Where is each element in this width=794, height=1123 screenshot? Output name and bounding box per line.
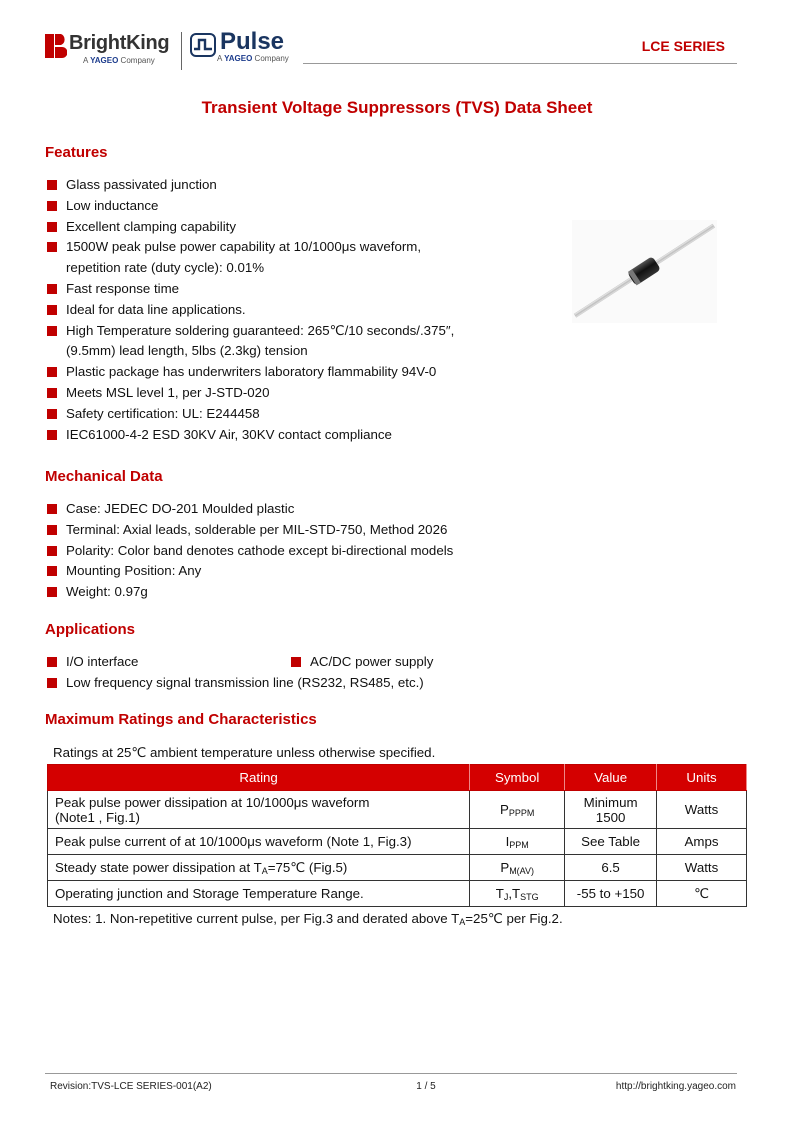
value-cell: See Table xyxy=(565,829,657,855)
list-item-text: Glass passivated junction xyxy=(66,177,217,192)
brand-subtitle: A YAGEO Company xyxy=(83,56,155,65)
ratings-note: Ratings at 25℃ ambient temperature unless otherwise specified. xyxy=(53,745,436,760)
symbol-cell: $I_{PPM}$ xyxy=(470,829,565,855)
list-item-text: Fast response time xyxy=(66,280,180,296)
bullet-square-icon xyxy=(47,242,57,252)
rating-cell: Peak pulse power dissipation at 10/1000μs waveform (Note1 , Fig.1) xyxy=(48,791,470,829)
applications-row-1 xyxy=(47,652,647,673)
symbol-cell: $P_{M(AV)}$ xyxy=(470,855,565,881)
logo-separator xyxy=(181,32,182,70)
symbol-cell: $T_J,T_{STG}$ xyxy=(470,881,565,907)
value-cell: -55 to +150 xyxy=(565,881,657,907)
series-label: LCE SERIES xyxy=(641,38,725,54)
list-item-text: Polarity: Color band denotes cathode except bi-directional models xyxy=(66,542,454,558)
bullet-square-icon xyxy=(47,409,57,419)
list-item xyxy=(47,175,454,196)
list-item xyxy=(47,196,454,217)
table-row xyxy=(48,881,747,907)
list-item-text: Weight: 0.97g xyxy=(66,584,148,600)
document-title: Transient Voltage Suppressors (TVS) Data Sheet xyxy=(201,98,593,117)
list-item xyxy=(47,541,453,562)
list-item xyxy=(47,300,454,321)
bullet-square-icon xyxy=(47,305,57,315)
list-item-text: Meets MSL level 1, per J-STD-020 xyxy=(66,384,270,400)
value-cell: 6.5 xyxy=(565,855,657,881)
list-item xyxy=(47,383,454,404)
rating-cell: Steady state power dissipation at $T_A=75℃$ (Fig.5) xyxy=(48,855,470,881)
footer-url: http://brightking.yageo.com xyxy=(615,1081,736,1092)
list-item xyxy=(47,520,453,541)
list-item-text: High Temperature soldering guaranteed: 265℃/10 seconds/.375″, xyxy=(66,322,455,338)
table-row xyxy=(48,791,747,829)
application-item: AC/DC power supply xyxy=(291,652,433,673)
unit-cell: ℃ xyxy=(657,881,747,907)
column-header-symbol: Symbol xyxy=(470,765,565,791)
list-item-text: Terminal: Axial leads, solderable per MIL-STD-750, Method 2026 xyxy=(66,521,448,537)
list-item xyxy=(47,425,454,446)
unit-cell: Watts xyxy=(657,855,747,881)
unit-cell: Amps xyxy=(657,829,747,855)
header-rule xyxy=(303,63,737,64)
ratings-notes: Notes: 1. Non-repetitive current pulse, per Fig.3 and derated above $T_A=25℃$ per Fig.2. xyxy=(53,911,563,927)
pulse-logo xyxy=(190,30,310,66)
list-item xyxy=(47,404,454,425)
footer-rule xyxy=(45,1073,737,1074)
list-item-text: Excellent clamping capability xyxy=(66,218,236,234)
unit-cell: Watts xyxy=(657,791,747,829)
list-item-continuation: repetition rate (duty cycle): 0.01% xyxy=(66,260,265,276)
list-item xyxy=(47,279,454,300)
bullet-square-icon xyxy=(47,326,57,336)
bullet-square-icon xyxy=(47,222,57,232)
footer-page-number: 1 / 5 xyxy=(416,1081,436,1092)
list-item-text: Low inductance xyxy=(66,197,159,213)
diode-product-image xyxy=(572,220,717,323)
applications-heading: Applications xyxy=(45,621,136,638)
list-item xyxy=(47,321,454,363)
bullet-square-icon xyxy=(47,678,57,688)
partner-name: Pulse xyxy=(220,28,285,55)
features-list xyxy=(47,175,454,445)
list-item xyxy=(47,582,453,603)
bullet-square-icon xyxy=(291,657,301,667)
bullet-square-icon xyxy=(47,367,57,377)
bullet-square-icon xyxy=(47,430,57,440)
mechanical-heading: Mechanical Data xyxy=(45,468,163,485)
bullet-square-icon xyxy=(47,504,57,514)
list-item-text: Safety certification: UL: E244458 xyxy=(66,405,260,421)
rating-cell: Peak pulse current of at 10/1000μs waveform (Note 1, Fig.3) xyxy=(48,829,470,855)
list-item xyxy=(47,362,454,383)
list-item-continuation: (9.5mm) lead length, 5lbs (2.3kg) tension xyxy=(66,343,308,359)
ratings-heading: Maximum Ratings and Characteristics xyxy=(45,711,317,728)
table-row xyxy=(48,855,747,881)
list-item-text: Case: JEDEC DO-201 Moulded plastic xyxy=(66,501,295,516)
pulse-mark-icon xyxy=(190,33,216,57)
symbol-cell: $P_{PPPM}$ xyxy=(470,791,565,829)
table-header-row xyxy=(48,765,747,791)
bullet-square-icon xyxy=(47,284,57,294)
list-item xyxy=(47,237,454,279)
bullet-square-icon xyxy=(47,587,57,597)
list-item xyxy=(47,561,453,582)
bullet-square-icon xyxy=(47,657,57,667)
application-item: I/O interface xyxy=(47,652,138,673)
list-item xyxy=(47,499,453,520)
column-header-rating: Rating xyxy=(48,765,470,791)
list-item-text: Mounting Position: Any xyxy=(66,563,202,579)
table-row xyxy=(48,829,747,855)
list-item-text: Plastic package has underwriters laboratory flammability 94V-0 xyxy=(66,364,437,380)
bullet-square-icon xyxy=(47,180,57,190)
column-header-value: Value xyxy=(565,765,657,791)
bullet-square-icon xyxy=(47,566,57,576)
partner-subtitle: A YAGEO Company xyxy=(217,54,289,63)
list-item-text: IEC61000-4-2 ESD 30KV Air, 30KV contact compliance xyxy=(66,426,392,442)
list-item-text: Ideal for data line applications. xyxy=(66,301,246,317)
features-heading: Features xyxy=(45,144,108,161)
footer-revision: Revision:TVS-LCE SERIES-001(A2) xyxy=(50,1081,212,1092)
applications-row-2 xyxy=(47,673,647,694)
list-item xyxy=(47,217,454,238)
rating-cell: Operating junction and Storage Temperature Range. xyxy=(48,881,470,907)
mechanical-list xyxy=(47,499,453,603)
bullet-square-icon xyxy=(47,525,57,535)
column-header-units: Units xyxy=(657,765,747,791)
brightking-mark-icon xyxy=(45,34,67,58)
page-header xyxy=(45,30,737,70)
value-cell: Minimum 1500 xyxy=(565,791,657,829)
bullet-square-icon xyxy=(47,546,57,556)
brand-name: BrightKing xyxy=(69,32,170,54)
application-item: Low frequency signal transmission line (RS232, RS485, etc.) xyxy=(47,673,424,694)
bullet-square-icon xyxy=(47,388,57,398)
ratings-table xyxy=(47,764,747,907)
list-item-text: 1500W peak pulse power capability at 10/1000μs waveform, xyxy=(66,239,422,255)
bullet-square-icon xyxy=(47,201,57,211)
brightking-logo xyxy=(45,32,175,68)
